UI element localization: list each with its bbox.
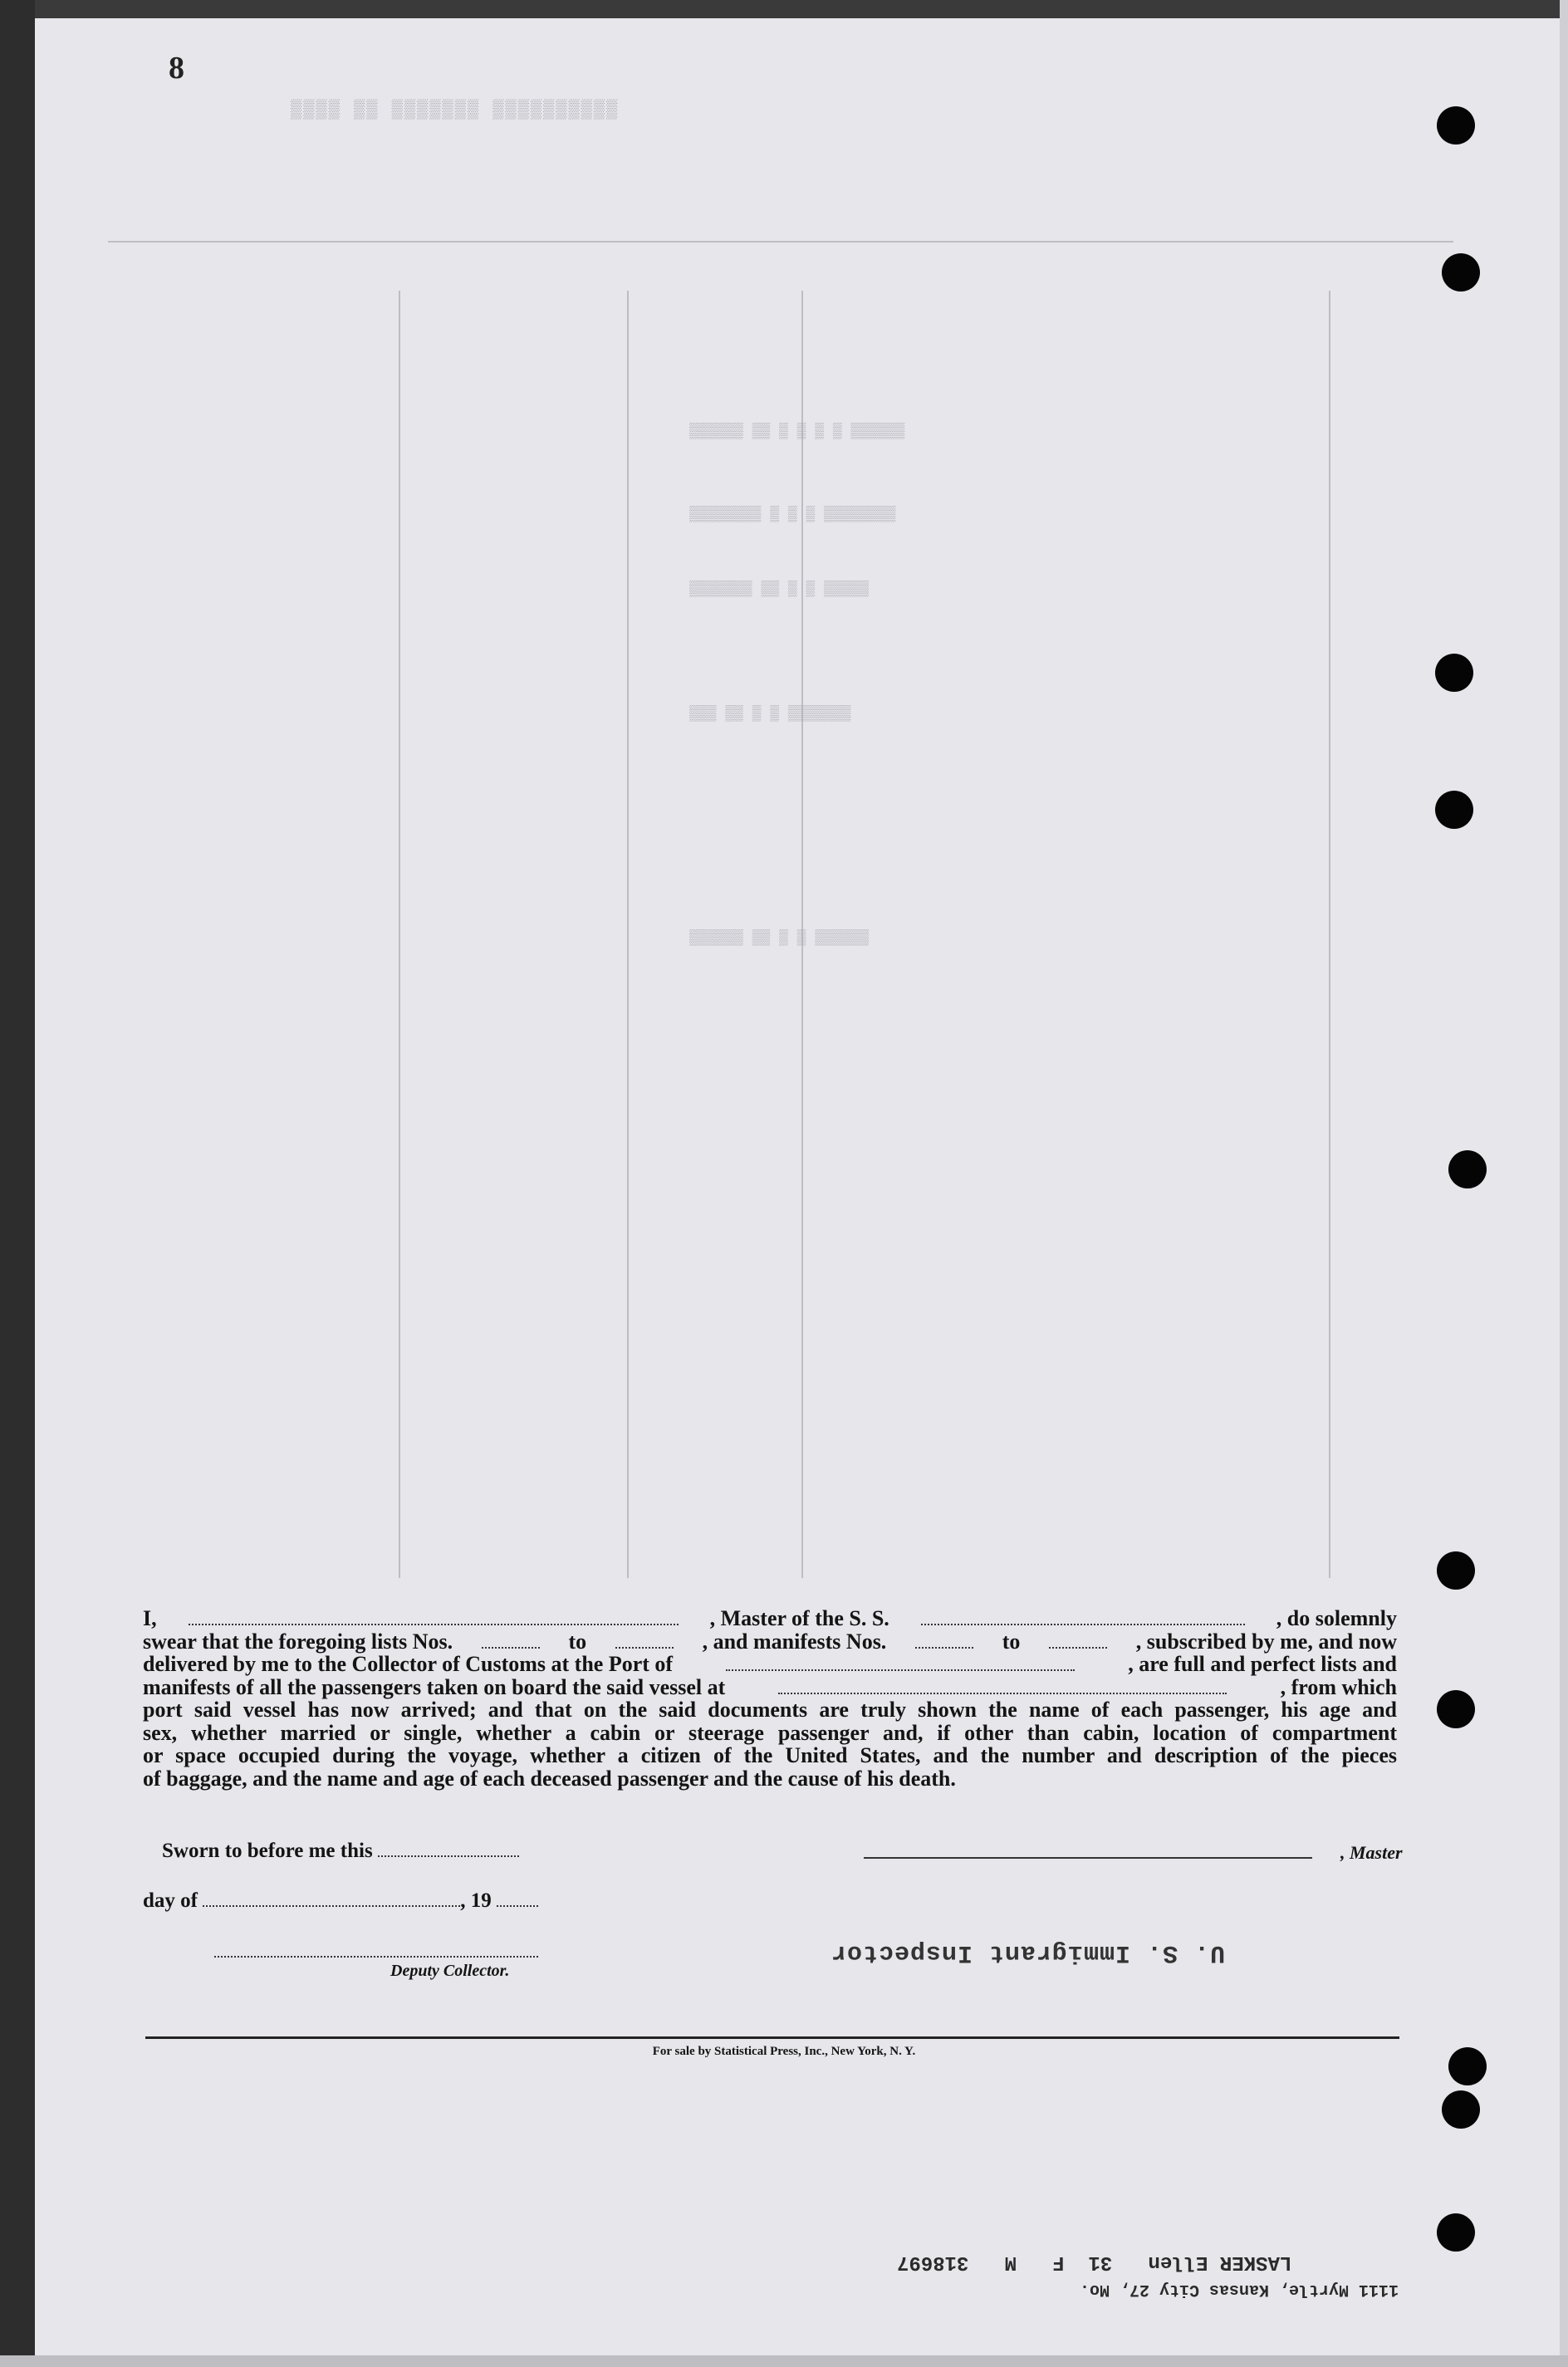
day-of-line [143, 1889, 538, 1913]
punch-hole [1435, 654, 1473, 692]
punch-hole [1448, 1150, 1487, 1188]
port-blank [726, 1653, 1075, 1671]
punch-hole [1442, 2090, 1480, 2129]
punch-hole [1437, 1551, 1475, 1590]
oath-line2-b: , and manifests Nos. [702, 1629, 887, 1654]
master-oath [143, 1607, 1397, 1790]
passenger-status: M [1004, 2251, 1017, 2273]
scan-border-right [1560, 0, 1568, 2367]
oath-i: I, [143, 1606, 157, 1630]
scan-border-bottom [0, 2355, 1568, 2367]
oath-line2-c: , subscribed by me, and now [1135, 1629, 1397, 1654]
bleed-text: ▒▒▒▒▒▒▒ ▒▒ ▒ ▒ ▒▒▒▒▒ [689, 581, 870, 598]
oath-line2-a: swear that the foregoing lists Nos. [143, 1629, 453, 1654]
inspector-stamp: U. S. Immigrant Inspector [831, 1938, 1226, 1967]
oath-line-8: of baggage, and the name and age of each deceased passenger and the cause of his death. [143, 1766, 956, 1791]
punch-hole [1435, 791, 1473, 829]
passenger-address: 1111 Myrtle, Kansas City 27, Mo. [1080, 2280, 1399, 2299]
punch-hole [1437, 1690, 1475, 1728]
passenger-number: 318697 [897, 2251, 969, 2273]
bleed-column-rule [1329, 291, 1330, 1578]
deputy-signature-line [214, 1956, 538, 1958]
deputy-collector-label: Deputy Collector. [390, 1962, 510, 1980]
punch-hole [1437, 2213, 1475, 2252]
oath-line-2 [143, 1630, 1397, 1654]
oath-line3-a: delivered by me to the Collector of Customs at the Port of [143, 1652, 674, 1676]
scan-border-top [0, 0, 1568, 18]
bleed-text: ▒▒▒▒▒▒▒▒ ▒ ▒ ▒ ▒▒▒▒▒▒▒▒ [689, 507, 896, 523]
oath-line-7: or space occupied during the voyage, whether a citizen of the United States, and the number and description of the pieces [143, 1743, 1397, 1767]
manifest-to-blank [1049, 1630, 1107, 1649]
manifest-from-blank [915, 1630, 973, 1649]
passenger-entry-address [1080, 2280, 1399, 2299]
bleed-column-rule [627, 291, 629, 1578]
passenger-name: LASKER Ellen [1148, 2251, 1292, 2273]
punch-hole [1442, 253, 1480, 292]
oath-to-2: to [1002, 1629, 1021, 1654]
oath-line3-b: , are full and perfect lists and [1128, 1652, 1397, 1676]
year-prefix: , 19 [460, 1889, 492, 1912]
master-name-blank [189, 1607, 679, 1625]
bleed-text: ▒▒▒▒ ▒▒ ▒▒▒▒▒▒▒ ▒▒▒▒▒▒▒▒▒▒ [291, 100, 620, 120]
oath-line-3 [143, 1653, 1397, 1676]
oath-line4-b: , from which [1280, 1674, 1397, 1699]
footer-rule [145, 2036, 1399, 2039]
sworn-label: Sworn to before me this [162, 1840, 373, 1862]
day-of-label: day of [143, 1889, 198, 1912]
master-signature-line [864, 1857, 1312, 1859]
oath-do-solemnly: , do solemnly [1276, 1606, 1397, 1630]
oath-line-4 [143, 1676, 1397, 1699]
bleed-header-rule [108, 241, 1453, 243]
punch-hole [1437, 106, 1475, 145]
sworn-date-blank [378, 1839, 519, 1857]
departure-port-blank [778, 1676, 1227, 1694]
bleed-text: ▒▒▒▒▒▒ ▒▒ ▒ ▒ ▒ ▒ ▒▒▒▒▒▒ [689, 424, 905, 440]
year-blank [497, 1889, 538, 1907]
scan-border-left [0, 0, 35, 2367]
passenger-entry-name [897, 2251, 1291, 2273]
passenger-sex: F [1052, 2251, 1065, 2273]
oath-line-6: sex, whether married or single, whether a cabin or steerage passenger and, if other than cabin, location of compartment [143, 1720, 1397, 1745]
oath-line-5: port said vessel has now arrived; and that on the said documents are truly shown the name of each passenger, his age and [143, 1698, 1397, 1722]
publisher-footer: For sale by Statistical Press, Inc., New York, N. Y. [652, 2045, 916, 2058]
bleed-text: ▒▒▒ ▒▒ ▒ ▒ ▒▒▒▒▒▒▒ [689, 706, 851, 723]
corner-page-mark: 8 [169, 51, 184, 86]
sworn-line [162, 1839, 519, 1863]
oath-line4-a: manifests of all the passengers taken on board the said vessel at [143, 1674, 726, 1699]
oath-line-1 [143, 1607, 1397, 1630]
bleed-text: ▒▒▒▒▒▒ ▒▒ ▒ ▒ ▒▒▒▒▒▒ [689, 930, 870, 947]
oath-to-1: to [568, 1629, 587, 1654]
vessel-name-blank [921, 1607, 1245, 1625]
bleed-column-rule [399, 291, 400, 1578]
oath-master-of: , Master of the S. S. [709, 1606, 889, 1630]
day-blank [203, 1889, 460, 1907]
list-from-blank [482, 1630, 540, 1649]
passenger-age: 31 [1088, 2251, 1113, 2273]
list-to-blank [615, 1630, 674, 1649]
master-label: , Master [1340, 1842, 1403, 1863]
